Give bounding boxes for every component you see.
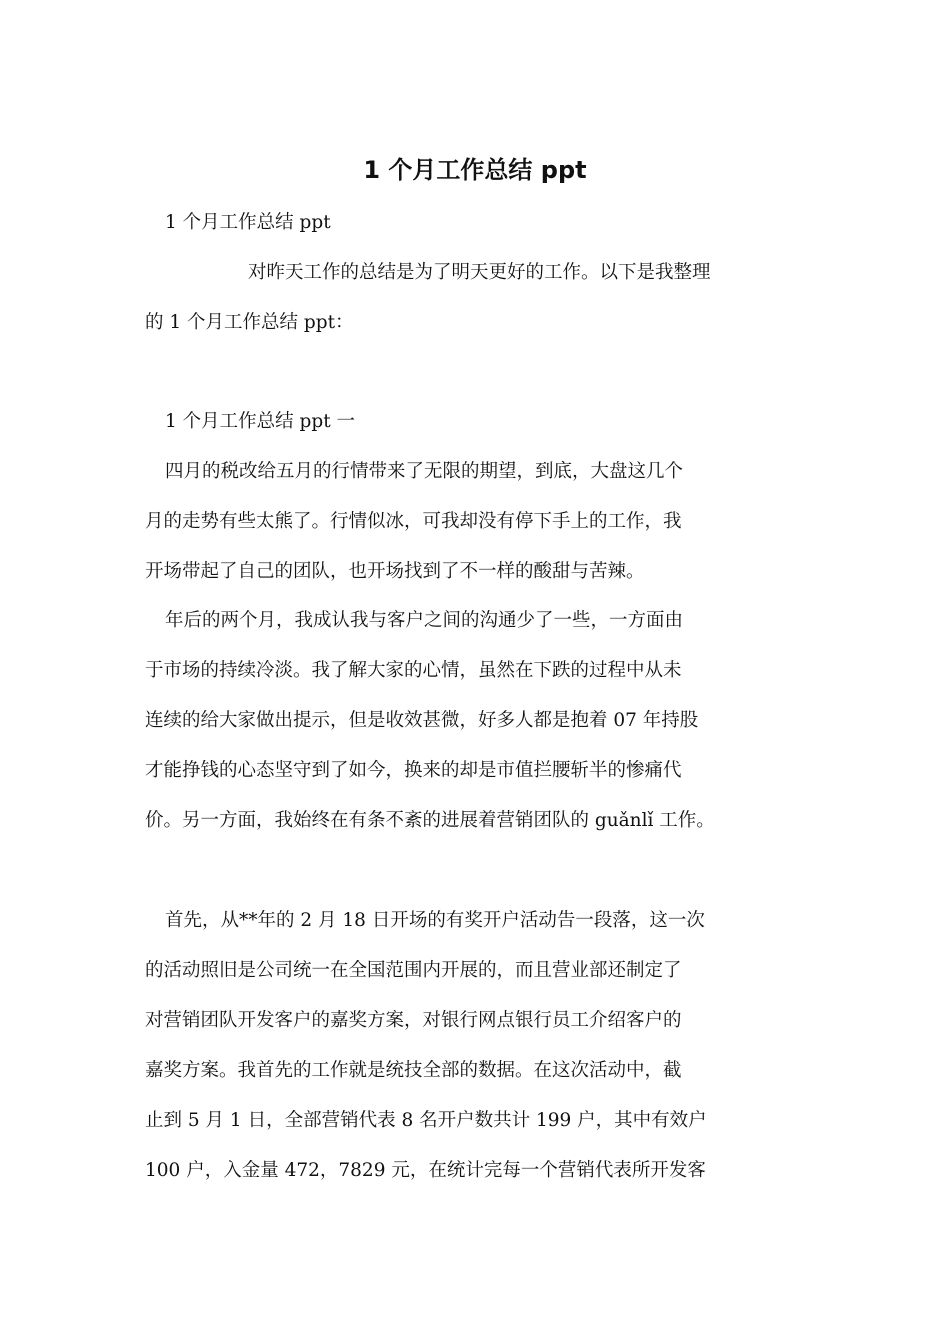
paragraph-line: 止到 5 月 1 日，全部营销代表 8 名开户数共计 199 户，其中有效户 [145,1110,707,1131]
paragraph-line: 100 户，入金量 472，7829 元，在统计完每一个营销代表所开发客 [145,1160,706,1181]
paragraph-line: 价。另一方面，我始终在有条不紊的进展着营销团队的 guǎnlǐ 工作。 [145,810,715,831]
paragraph-line: 月的走势有些太熊了。行情似冰，可我却没有停下手上的工作，我 [145,511,682,532]
paragraph-line: 首先，从**年的 2 月 18 日开场的有奖开户活动告一段落，这一次 [165,910,705,931]
paragraph-3 [145,896,810,1196]
section-heading [145,397,810,447]
paragraph-line: 才能挣钱的心态坚守到了如今，换来的却是市值拦腰斩半的惨痛代 [145,760,682,781]
paragraph-line: 年后的两个月，我成认我与客户之间的沟通少了一些，一方面由 [165,610,684,631]
document-title: 1 个月工作总结 ppt [363,156,587,184]
paragraph-1 [145,447,810,597]
paragraph-line: 对昨天工作的总结是为了明天更好的工作。以下是我整理 [248,262,711,283]
paragraph-line: 开场带起了自己的团队，也开场找到了不一样的酸甜与苦辣。 [145,561,645,582]
paragraph-line: 四月的税改给五月的行情带来了无限的期望，到底，大盘这几个 [165,461,684,482]
paragraph-line: 对营销团队开发客户的嘉奖方案，对银行网点银行员工介绍客户的 [145,1010,682,1031]
document-subtitle [145,198,810,248]
paragraph-line: 的活动照旧是公司统一在全国范围内开展的，而且营业部还制定了 [145,960,682,981]
paragraph-line: 连续的给大家做出提示，但是收效甚微，好多人都是抱着 07 年持股 [145,710,699,731]
paragraph-line: 嘉奖方案。我首先的工作就是统技全部的数据。在这次活动中，截 [145,1060,682,1081]
paragraph-line: 的 1 个月工作总结 ppt： [145,312,354,333]
paragraph-2 [145,596,810,846]
paragraph-line: 于市场的持续冷淡。我了解大家的心情，虽然在下跌的过程中从未 [145,660,682,681]
section-heading-line: 1 个月工作总结 ppt 一 [165,411,356,432]
subtitle-line: 1 个月工作总结 ppt [165,212,331,233]
intro-paragraph [145,248,810,348]
